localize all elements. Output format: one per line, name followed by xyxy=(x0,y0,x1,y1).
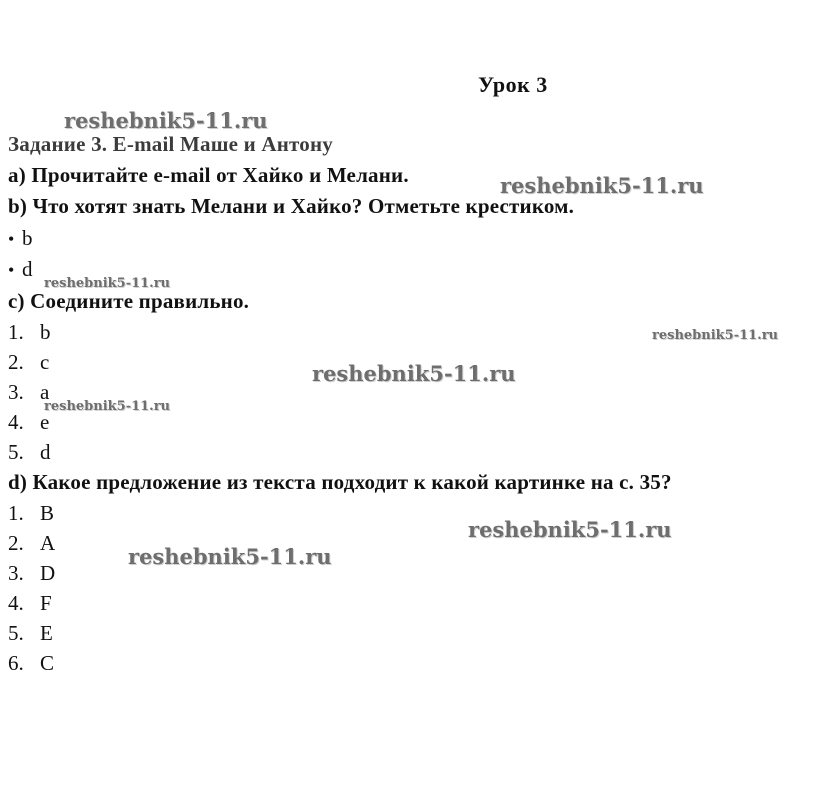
watermark: reshebnik5-11.ru xyxy=(500,173,704,198)
item-number: 1. xyxy=(8,320,24,344)
part-d-answer: C xyxy=(40,651,55,675)
part-c-heading: c) Соедините правильно. xyxy=(8,289,250,313)
item-number: 2. xyxy=(8,531,24,555)
item-number: 6. xyxy=(8,651,24,675)
part-d-answer: D xyxy=(40,561,56,585)
part-d-item xyxy=(8,531,55,556)
part-b-item xyxy=(8,257,33,282)
part-b-item xyxy=(8,226,33,251)
item-number: 1. xyxy=(8,501,24,525)
part-b-answer: b xyxy=(22,226,33,250)
item-number: 5. xyxy=(8,440,24,464)
part-b-heading: b) Что хотят знать Мелани и Хайко? Отметьте крестиком. xyxy=(8,194,575,218)
part-d-item xyxy=(8,561,55,586)
bullet-icon: • xyxy=(8,260,15,280)
item-number: 4. xyxy=(8,410,24,434)
watermark: reshebnik5-11.ru xyxy=(128,544,332,569)
part-b-answer: d xyxy=(22,257,33,281)
part-d-answer: B xyxy=(40,501,55,525)
part-d-heading: d) Какое предложение из текста подходит к какой картинке на с. 35? xyxy=(8,470,672,494)
item-number: 4. xyxy=(8,591,24,615)
part-c-answer: a xyxy=(40,380,50,404)
part-c-item xyxy=(8,440,51,465)
part-d-item xyxy=(8,501,54,526)
watermark: reshebnik5-11.ru xyxy=(652,328,779,343)
watermark: reshebnik5-11.ru xyxy=(468,517,672,542)
part-c-answer: d xyxy=(40,440,51,464)
part-c-item xyxy=(8,320,51,345)
bullet-icon: • xyxy=(8,229,15,249)
item-number: 3. xyxy=(8,380,24,404)
item-number: 5. xyxy=(8,621,24,645)
part-d-item xyxy=(8,621,53,646)
watermark: reshebnik5-11.ru xyxy=(64,108,268,133)
watermark: reshebnik5-11.ru xyxy=(44,276,171,291)
watermark: reshebnik5-11.ru xyxy=(44,399,171,414)
task-title: Задание 3. E-mail Маше и Антону xyxy=(8,132,333,156)
part-c-answer: e xyxy=(40,410,50,434)
part-d-item xyxy=(8,651,54,676)
part-d-item xyxy=(8,591,52,616)
part-d-answer: E xyxy=(40,621,53,645)
part-d-answer: A xyxy=(40,531,56,555)
part-c-item xyxy=(8,350,49,375)
part-a-heading: a) Прочитайте e-mail от Хайко и Мелани. xyxy=(8,163,409,187)
part-c-answer: b xyxy=(40,320,51,344)
lesson-title: Урок 3 xyxy=(478,72,548,97)
part-d-answer: F xyxy=(40,591,52,615)
part-c-answer: c xyxy=(40,350,50,374)
item-number: 2. xyxy=(8,350,24,374)
item-number: 3. xyxy=(8,561,24,585)
watermark: reshebnik5-11.ru xyxy=(312,361,516,386)
